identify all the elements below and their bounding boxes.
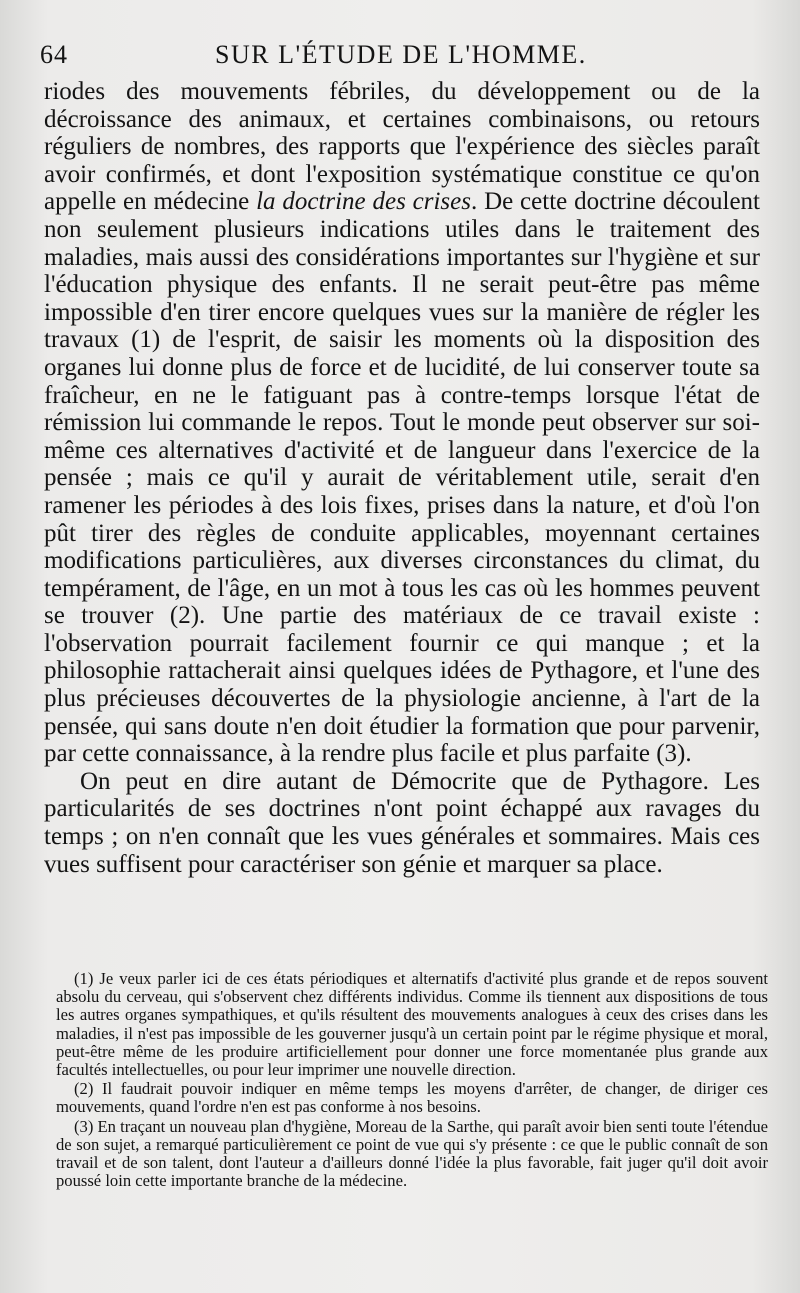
running-head: SUR L'ÉTUDE DE L'HOMME. xyxy=(215,40,587,69)
page-header xyxy=(40,40,760,74)
main-text xyxy=(44,78,760,878)
footnote-3: (3) En traçant un nouveau plan d'hygiène, Moreau de la Sarthe, qui paraît avoir bien senti toute l'étendue de son sujet, a remarqué particulièrement ce point de vue qui s'y présente : ce que le public connaît de son travail et de son talent, dont l'auteur a d'ailleurs donné l'idée la plus favorable, fait juger qu'il doit avoir poussé loin cette importante branche de la médecine. xyxy=(56,1116,768,1191)
footnotes xyxy=(56,970,768,1190)
paragraph-2: On peut en dire autant de Démocrite que de Pythagore. Les particularités de ses doctrines n'ont point échappé aux ravages du temps ; on n'en connaît que les vues générales et sommaires. Mais ces vues suffisent pour caractériser son génie et marquer sa place. xyxy=(44,767,760,878)
italic-phrase: la doctrine des crises xyxy=(256,188,471,216)
footnote-1: (1) Je veux parler ici de ces états périodiques et alternatifs d'activité plus grande et de repos souvent absolu du cerveau, qui s'observent chez différents individus. Comme ils tiennent aux dispositions de tous les autres organes sympathiques, et qu'ils résultent des mouvements analogues à ceux des crises dans les maladies, il n'est pas impossible de les gouverner jusqu'à un certain point par le régime physique et moral, peut-être même de les produire artificiellement pour donner une force momentanée plus grande aux facultés intellectuelles, ou pour leur imprimer une nouvelle direction. xyxy=(56,969,768,1080)
footnote-2: (2) Il faudrait pouvoir indiquer en même temps les moyens d'arrêter, de changer, de diriger ces mouvements, quand l'ordre n'en est pas conforme à nos besoins. xyxy=(56,1079,768,1117)
paragraph-1-text-a: riodes des mouvements fébriles, du développement ou de la décroissance des animaux, et certaines combinaisons, ou retours réguliers de nombres, des rapports que l'expérience des siècles paraît avoir confirmés, et dont l'exposition systématique constitue ce qu'on appelle en médecine xyxy=(44,78,760,216)
paragraph-1 xyxy=(44,78,760,768)
paragraph-1-text-b: . De cette doctrine découlent non seulement plusieurs indications utiles dans le traitement des maladies, mais aussi des considérations importantes sur l'hygiène et sur l'éducation physique des enfants. Il ne serait peut-être pas même impossible d'en tirer encore quelques vues sur la manière de régler les travaux (1) de l'esprit, de saisir les moments où la disposition des organes lui donne plus de force et de lucidité, de lui conserver toute sa fraîcheur, en ne le fatiguant pas à contre-temps lorsque l'état de rémission lui commande le repos. Tout le monde peut observer sur soi-même ces alternatives d'activité et de langueur dans l'exercice de la pensée ; mais ce qu'il y aurait de véritablement utile, serait d'en ramener les périodes à des lois fixes, prises dans la nature, et d'où l'on pût tirer des règles de conduite applicables, moyennant certaines modifications particulières, aux diverses circonstances du climat, du tempérament, de l'âge, en un mot à tous les cas où les hommes peuvent se trouver (2). Une partie des matériaux de ce travail existe : l'observation pourrait facilement fournir ce qui manque ; et la philosophie rattacherait ainsi quelques idées de Pythagore, et l'une des plus précieuses découvertes de la physiologie ancienne, à l'art de la pensée, qui sans doute n'en doit étudier la formation que pour parvenir, par cette connaissance, à la rendre plus facile et plus parfaite (3). xyxy=(44,188,760,768)
page-number: 64 xyxy=(40,40,68,69)
